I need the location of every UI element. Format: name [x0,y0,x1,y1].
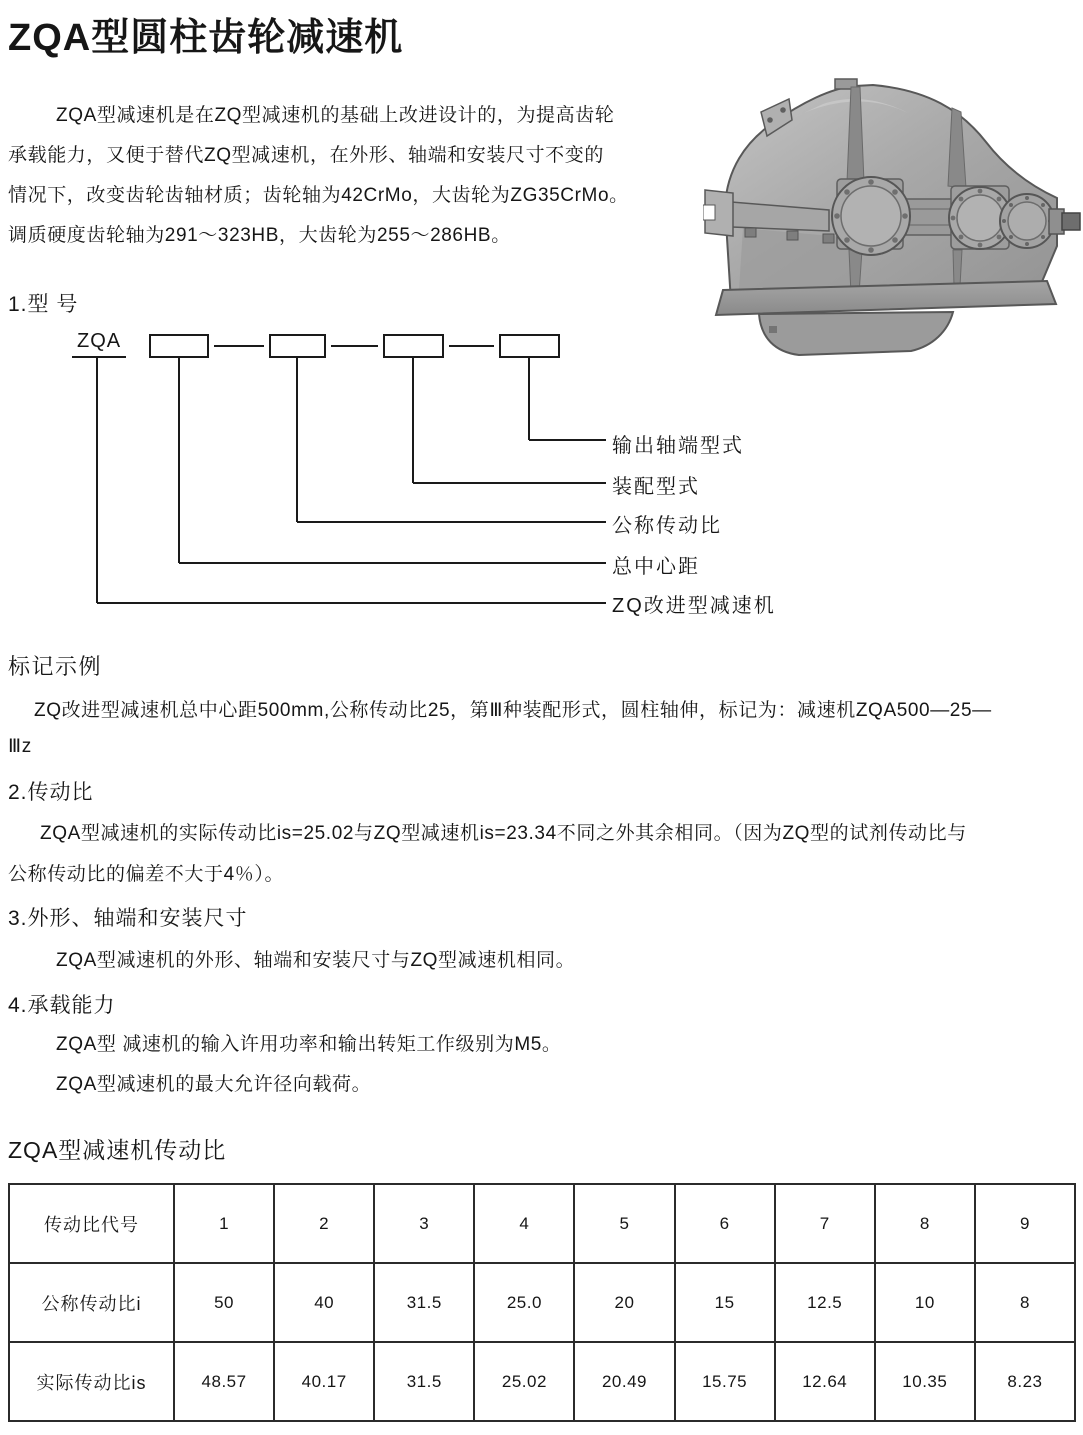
table-cell: 48.57 [174,1342,274,1421]
marking-example-line: Ⅲz [8,736,32,757]
table-cell: 7 [775,1184,875,1263]
table-cell: 8 [975,1263,1075,1342]
section-heading-marking-example: 标记示例 [8,654,103,679]
table-cell: 10.35 [875,1342,975,1421]
diagram-label-nominal-ratio: 公称传动比 [612,515,722,537]
intro-line: 调质硬度齿轮轴为291～323HB，大齿轮为255～286HB。 [8,225,511,246]
table-cell: 10 [875,1263,975,1342]
gear-reducer-photo [703,78,1083,358]
model-prefix: ZQA [72,330,126,358]
table-cell: 3 [374,1184,474,1263]
table-cell: 40.17 [274,1342,374,1421]
table-cell: 4 [474,1184,574,1263]
table-row [9,1184,1075,1263]
table-cell: 8.23 [975,1342,1075,1421]
page-title: ZQA型圆柱齿轮减速机 [8,17,404,59]
section-heading-dimensions: 3.外形、轴端和安装尺寸 [8,907,248,930]
intro-line: 情况下，改变齿轮齿轴材质；齿轮轴为42CrMo，大齿轮为ZG35CrMo。 [8,185,629,206]
section-heading-model: 1.型 号 [8,293,79,316]
table-cell: 15.75 [675,1342,775,1421]
table-cell: 40 [274,1263,374,1342]
table-row [9,1342,1075,1421]
table-cell: 25.0 [474,1263,574,1342]
table-cell: 5 [574,1184,674,1263]
table-cell: 8 [875,1184,975,1263]
diagram-label-assembly-type: 装配型式 [612,476,700,498]
intro-line: 承载能力，又便于替代ZQ型减速机，在外形、轴端和安装尺寸不变的 [8,145,604,166]
ratio-table [8,1183,1076,1422]
ratio-line: ZQA型减速机的实际传动比is=25.02与ZQ型减速机is=23.34不同之外其余相同。（因为ZQ型的试剂传动比与 [40,823,967,844]
table-cell: 1 [174,1184,274,1263]
ratio-line: 公称传动比的偏差不大于4％）。 [8,864,285,885]
table-cell: 31.5 [374,1263,474,1342]
section-heading-ratio: 2.传动比 [8,781,94,804]
table-cell: 25.02 [474,1342,574,1421]
table-cell: 12.5 [775,1263,875,1342]
table-cell: 31.5 [374,1342,474,1421]
row-label: 实际传动比is [9,1342,174,1421]
table-cell: 20.49 [574,1342,674,1421]
table-cell: 12.64 [775,1342,875,1421]
diagram-label-output-shaft-type: 输出轴端型式 [612,435,744,457]
dimensions-line: ZQA型减速机的外形、轴端和安装尺寸与ZQ型减速机相同。 [56,950,576,971]
row-label: 传动比代号 [9,1184,174,1263]
capacity-line: ZQA型 减速机的输入许用功率和输出转矩工作级别为M5。 [56,1034,562,1055]
marking-example-line: ZQ改进型减速机总中心距500mm,公称传动比25，第Ⅲ种装配形式，圆柱轴伸，标记为：减速机ZQA500—25— [34,700,992,721]
model-code-diagram [0,325,620,625]
diagram-label-center-distance: 总中心距 [612,556,700,578]
row-label: 公称传动比i [9,1263,174,1342]
table-cell: 2 [274,1184,374,1263]
section-heading-capacity: 4.承载能力 [8,994,116,1017]
table-cell: 6 [675,1184,775,1263]
table-cell: 15 [675,1263,775,1342]
intro-line: ZQA型减速机是在ZQ型减速机的基础上改进设计的，为提高齿轮 [56,105,615,126]
table-row [9,1263,1075,1342]
table-cell: 50 [174,1263,274,1342]
capacity-line: ZQA型减速机的最大允许径向载荷。 [56,1074,372,1095]
table-title: ZQA型减速机传动比 [8,1137,227,1163]
table-cell: 9 [975,1184,1075,1263]
table-cell: 20 [574,1263,674,1342]
diagram-label-zq-improved: ZQ改进型减速机 [612,595,776,617]
